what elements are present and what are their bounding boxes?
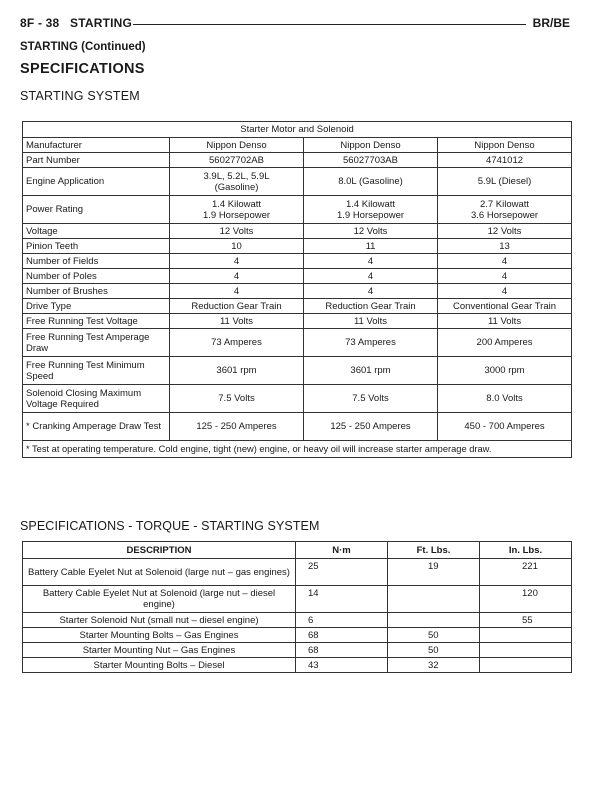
- table-row: [23, 658, 572, 673]
- cell-value: 8.0 Volts: [438, 385, 572, 413]
- cell-value: 11 Volts: [438, 314, 572, 329]
- section-name: STARTING: [70, 16, 133, 30]
- cell-value: 450 - 700 Amperes: [438, 413, 572, 441]
- cell-value: 4: [170, 284, 304, 299]
- cell-value: 56027703AB: [304, 153, 438, 168]
- row-label: Engine Application: [23, 168, 170, 196]
- row-label: Solenoid Closing Maximum Voltage Required: [23, 385, 170, 413]
- row-label: Number of Poles: [23, 269, 170, 284]
- row-label: Part Number: [23, 153, 170, 168]
- row-label: Pinion Teeth: [23, 239, 170, 254]
- cell-value: 11: [304, 239, 438, 254]
- row-label: Manufacturer: [23, 138, 170, 153]
- cell-value: 4741012: [438, 153, 572, 168]
- cell-value: Reduction Gear Train: [170, 299, 304, 314]
- column-header: Ft. Lbs.: [388, 542, 480, 559]
- cell-value: Reduction Gear Train: [304, 299, 438, 314]
- ft-lbs-value: 19: [388, 559, 480, 586]
- in-lbs-value: 221: [480, 559, 572, 586]
- cell-value: 3000 rpm: [438, 357, 572, 385]
- cell-value: Conventional Gear Train: [438, 299, 572, 314]
- cell-value: 4: [304, 284, 438, 299]
- cell-value: 73 Amperes: [170, 329, 304, 357]
- nm-value: 6: [296, 613, 388, 628]
- cell-value: 125 - 250 Amperes: [304, 413, 438, 441]
- cell-value: 4: [438, 269, 572, 284]
- starting-system-heading: STARTING SYSTEM: [20, 89, 140, 103]
- table-row: [23, 357, 572, 385]
- column-header: DESCRIPTION: [23, 542, 296, 559]
- ft-lbs-value: 32: [388, 658, 480, 673]
- cell-value: 7.5 Volts: [304, 385, 438, 413]
- model-code: BR/BE: [532, 16, 570, 30]
- cell-value: 200 Amperes: [438, 329, 572, 357]
- cell-value: 4: [438, 254, 572, 269]
- cell-value: 5.9L (Diesel): [438, 168, 572, 196]
- cell-value: 4: [304, 254, 438, 269]
- cell-value: 4: [304, 269, 438, 284]
- cell-value: 12 Volts: [438, 224, 572, 239]
- table-row: [23, 628, 572, 643]
- column-header: N·m: [296, 542, 388, 559]
- cell-value: 7.5 Volts: [170, 385, 304, 413]
- cell-value: 11 Volts: [170, 314, 304, 329]
- row-label: Free Running Test Voltage: [23, 314, 170, 329]
- cell-value: 2.7 Kilowatt 3.6 Horsepower: [438, 196, 572, 224]
- ft-lbs-value: 50: [388, 628, 480, 643]
- cell-value: 8.0L (Gasoline): [304, 168, 438, 196]
- nm-value: 14: [296, 586, 388, 613]
- table-row: [23, 269, 572, 284]
- row-description: Battery Cable Eyelet Nut at Solenoid (large nut – gas engines): [23, 559, 296, 586]
- row-label: Voltage: [23, 224, 170, 239]
- continued-heading: STARTING (Continued): [20, 41, 146, 53]
- table-row: [23, 153, 572, 168]
- in-lbs-value: [480, 628, 572, 643]
- torque-spec-table: [22, 541, 572, 673]
- cell-value: Nippon Denso: [170, 138, 304, 153]
- cell-value: 3.9L, 5.2L, 5.9L (Gasoline): [170, 168, 304, 196]
- table-row: [23, 314, 572, 329]
- table-title: Starter Motor and Solenoid: [23, 122, 572, 138]
- header-rule: [133, 24, 526, 25]
- row-description: Starter Mounting Bolts – Gas Engines: [23, 628, 296, 643]
- table-row: [23, 586, 572, 613]
- cell-value: 4: [170, 254, 304, 269]
- table-row: [23, 385, 572, 413]
- specifications-heading: SPECIFICATIONS: [20, 61, 145, 77]
- nm-value: 68: [296, 628, 388, 643]
- row-label: Number of Brushes: [23, 284, 170, 299]
- row-description: Starter Mounting Bolts – Diesel: [23, 658, 296, 673]
- torque-heading: SPECIFICATIONS - TORQUE - STARTING SYSTEM: [20, 519, 320, 533]
- cell-value: 1.4 Kilowatt 1.9 Horsepower: [170, 196, 304, 224]
- column-header: In. Lbs.: [480, 542, 572, 559]
- row-label: Free Running Test Amperage Draw: [23, 329, 170, 357]
- cell-value: 11 Volts: [304, 314, 438, 329]
- row-description: Starter Solenoid Nut (small nut – diesel engine): [23, 613, 296, 628]
- table-row: [23, 224, 572, 239]
- table-row: [23, 196, 572, 224]
- table-row: [23, 643, 572, 658]
- ft-lbs-value: 50: [388, 643, 480, 658]
- row-label: * Cranking Amperage Draw Test: [23, 413, 170, 441]
- in-lbs-value: 120: [480, 586, 572, 613]
- ft-lbs-value: [388, 613, 480, 628]
- table-row: [23, 239, 572, 254]
- cell-value: 12 Volts: [170, 224, 304, 239]
- table-row: [23, 329, 572, 357]
- nm-value: 43: [296, 658, 388, 673]
- table-row: [23, 168, 572, 196]
- row-description: Battery Cable Eyelet Nut at Solenoid (large nut – diesel engine): [23, 586, 296, 613]
- cell-value: 3601 rpm: [170, 357, 304, 385]
- row-description: Starter Mounting Nut – Gas Engines: [23, 643, 296, 658]
- table-row: [23, 254, 572, 269]
- cell-value: 4: [438, 284, 572, 299]
- cell-value: 3601 rpm: [304, 357, 438, 385]
- starter-spec-table: [22, 121, 572, 458]
- row-label: Power Rating: [23, 196, 170, 224]
- row-label: Free Running Test Minimum Speed: [23, 357, 170, 385]
- table-row: [23, 138, 572, 153]
- row-label: Drive Type: [23, 299, 170, 314]
- cell-value: 73 Amperes: [304, 329, 438, 357]
- cell-value: 10: [170, 239, 304, 254]
- page-number: 8F - 38 STARTING: [20, 16, 133, 30]
- in-lbs-value: [480, 658, 572, 673]
- cell-value: 4: [170, 269, 304, 284]
- cell-value: 13: [438, 239, 572, 254]
- table-row: [23, 413, 572, 441]
- table-footnote: * Test at operating temperature. Cold engine, tight (new) engine, or heavy oil will increase starter amperage draw.: [23, 441, 572, 458]
- table-row: [23, 284, 572, 299]
- table-row: [23, 299, 572, 314]
- table-row: [23, 559, 572, 586]
- in-lbs-value: 55: [480, 613, 572, 628]
- in-lbs-value: [480, 643, 572, 658]
- cell-value: Nippon Denso: [304, 138, 438, 153]
- page-header: [20, 16, 570, 32]
- table-row: [23, 613, 572, 628]
- nm-value: 25: [296, 559, 388, 586]
- table-header-row: [23, 542, 572, 559]
- cell-value: 125 - 250 Amperes: [170, 413, 304, 441]
- ft-lbs-value: [388, 586, 480, 613]
- row-label: Number of Fields: [23, 254, 170, 269]
- cell-value: 12 Volts: [304, 224, 438, 239]
- cell-value: 1.4 Kilowatt 1.9 Horsepower: [304, 196, 438, 224]
- cell-value: Nippon Denso: [438, 138, 572, 153]
- nm-value: 68: [296, 643, 388, 658]
- cell-value: 56027702AB: [170, 153, 304, 168]
